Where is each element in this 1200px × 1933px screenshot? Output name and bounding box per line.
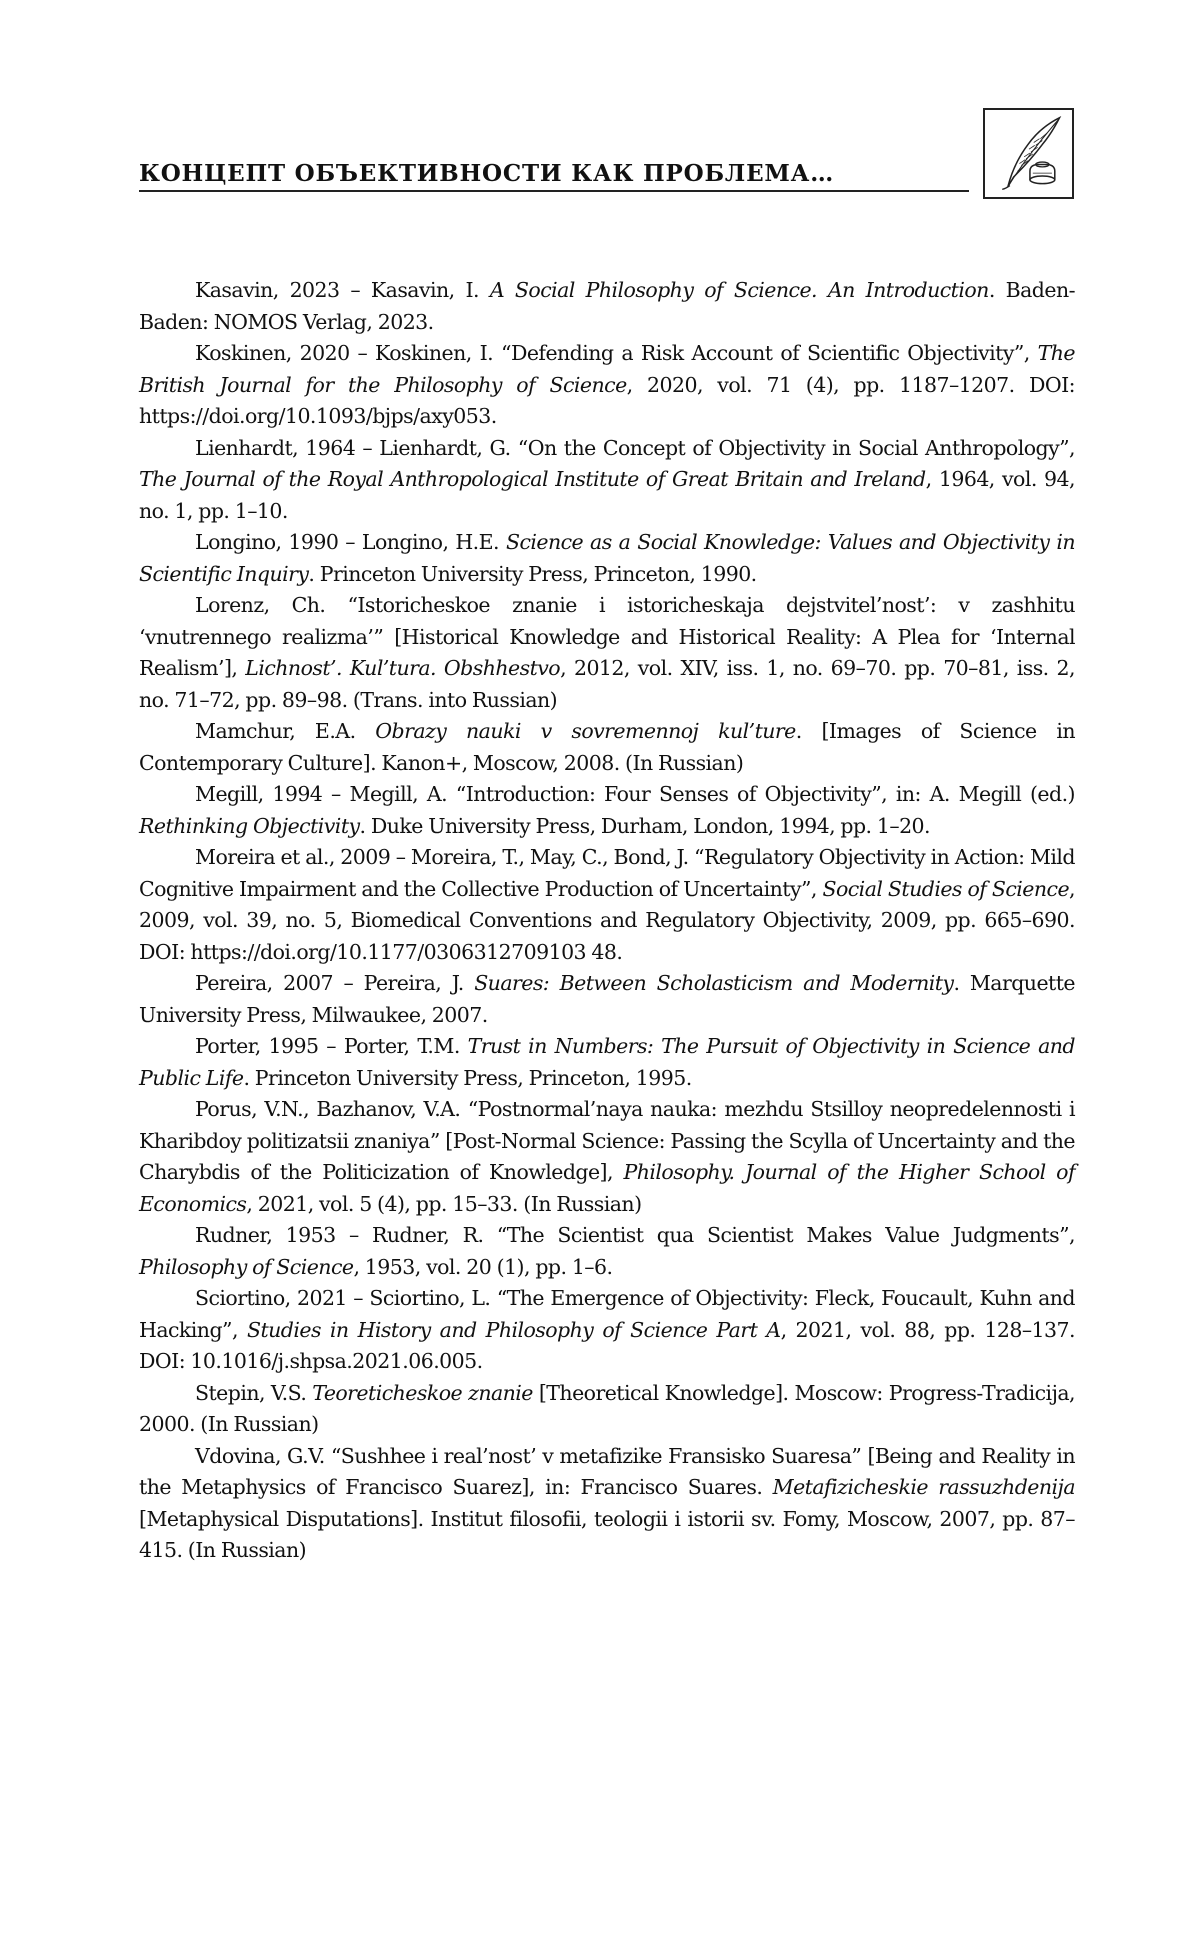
reference-text: [Theoretical Knowledge]. Moscow: Progress-Tradicija, 2000. (In Russian) <box>139 1380 1076 1436</box>
reference-title-italic: Studies in History and Philosophy of Science Part A <box>246 1317 781 1342</box>
reference-text: Lorenz, Ch. “Istoricheskoe znanie i istoricheskaja dejstvitel’nost’: v zashhitu ‘vnutrennego realizma’” [Historical Knowledge and Historical Reality: A Plea for ‘Internal Realism’], <box>139 593 1075 680</box>
reference-text: , 2009, vol. 39, no. 5, Biomedical Conventions and Regulatory Objectivity, 2009, pp. 665–690. DOI: https://doi.org/10.1177/0306312709103 48. <box>139 876 1075 964</box>
reference-text: Porter, 1995 – Porter, T.M. <box>195 1034 468 1058</box>
reference-entry <box>139 1031 1075 1094</box>
reference-text: , 2012, vol. XIV, iss. 1, no. 69–70. pp. 70–81, iss. 2, no. 71–72, pp. 89–98. (Trans. into Russian) <box>139 656 1075 712</box>
reference-text: , 1953, vol. 20 (1), pp. 1–6. <box>353 1254 613 1279</box>
reference-text: Sciortino, 2021 – Sciortino, L. “The Emergence of Objectivity: Fleck, Foucault, Kuhn and Hacking”, <box>139 1286 1075 1342</box>
reference-entry <box>139 527 1075 590</box>
reference-text: Lienhardt, 1964 – Lienhardt, G. “On the Concept of Objectivity in Social Anthropology”, <box>195 435 1075 460</box>
reference-text: [Metaphysical Disputations]. Institut filosofii, teologii i istorii sv. Fomy, Moscow, 2007, pp. 87–415. (In Russian) <box>139 1506 1075 1562</box>
reference-text: Porus, V.N., Bazhanov, V.A. “Postnormal’naya nauka: mezhdu Stsilloy neopredelennosti i Kharibdoy politizatsii znaniya” [Post-Normal Science: Passing the Scylla of Uncertainty and the Charybdis of the Politicization of Knowledge], <box>139 1097 1075 1184</box>
reference-title-italic: Philosophy. Journal of the Higher School of Economics <box>139 1160 1075 1216</box>
reference-text: Pereira, 2007 – Pereira, J. <box>195 971 475 995</box>
reference-text: Kasavin, 2023 – Kasavin, I. <box>195 278 490 302</box>
running-header <box>139 160 969 192</box>
reference-entry <box>139 275 1075 338</box>
reference-text: . [Images of Science in Contemporary Culture]. Kanon+, Moscow, 2008. (In Russian) <box>139 719 1075 775</box>
reference-title-italic: Obrazy nauki v sovremennoj kul’ture <box>375 719 796 743</box>
reference-text: . Marquette University Press, Milwaukee, 2007. <box>139 971 1075 1027</box>
reference-title-italic: Rethinking Objectivity <box>139 813 360 838</box>
quill-and-inkwell-icon <box>983 108 1074 199</box>
reference-entry <box>139 433 1075 528</box>
reference-entry <box>139 1094 1075 1220</box>
reference-title-italic: Philosophy of Science <box>139 1254 354 1279</box>
reference-entry <box>139 842 1075 968</box>
reference-title-italic: Suares: Between Scholasticism and Modernity <box>474 971 954 995</box>
reference-entry <box>139 716 1075 779</box>
reference-text: Mamchur, E.A. <box>195 719 376 743</box>
reference-text: Longino, 1990 – Longino, H.E. <box>195 530 506 554</box>
reference-entry <box>139 1220 1075 1283</box>
reference-text: , 2020, vol. 71 (4), pp. 1187–1207. DOI: https://doi.org/10.1093/bjps/axy053. <box>139 372 1075 428</box>
reference-entry <box>139 338 1075 433</box>
reference-text: , 2021, vol. 88, pp. 128–137. DOI: 10.1016/j.shpsa.2021.06.005. <box>139 1317 1076 1373</box>
reference-title-italic: Trust in Numbers: The Pursuit of Objectivity in Science and Public Life <box>139 1034 1075 1090</box>
reference-text: . Duke University Press, Durham, London, 1994, pp. 1–20. <box>359 813 931 838</box>
reference-text: . Princeton University Press, Princeton, 1995. <box>243 1065 692 1090</box>
reference-entry <box>139 968 1075 1031</box>
reference-title-italic: Science as a Social Knowledge: Values and Objectivity in Scientific Inquiry <box>139 530 1075 586</box>
reference-title-italic: A Social Philosophy of Science. An Introduction <box>489 278 989 302</box>
reference-title-italic: Lichnost’. Kul’tura. Obshhestvo <box>245 656 561 680</box>
reference-text: Moreira et al., 2009 – Moreira, T., May, C., Bond, J. “Regulatory Objectivity in Action: Mild Cognitive Impairment and the Collective Production of Uncertainty”, <box>139 845 1075 901</box>
reference-entry <box>139 1283 1075 1378</box>
reference-text: , 2021, vol. 5 (4), pp. 15–33. (In Russian) <box>246 1191 642 1216</box>
reference-text: Megill, 1994 – Megill, A. “Introduction: Four Senses of Objectivity”, in: A. Megill (ed.) <box>195 782 1075 806</box>
reference-entry <box>139 1378 1075 1441</box>
reference-text: Vdovina, G.V. “Sushhee i real’nost’ v metafizike Fransisko Suaresa” [Being and Reality in the Metaphysics of Francisco Suarez], in: Francisco Suares. <box>139 1443 1075 1499</box>
reference-entry <box>139 779 1075 842</box>
reference-text: . Princeton University Press, Princeton, 1990. <box>308 561 757 586</box>
reference-text: Rudner, 1953 – Rudner, R. “The Scientist qua Scientist Makes Value Judgments”, <box>195 1223 1075 1247</box>
reference-text: Koskinen, 2020 – Koskinen, I. “Defending a Risk Account of Scientific Objectivity”, <box>195 341 1038 365</box>
reference-title-italic: The British Journal for the Philosophy of Science <box>139 341 1075 397</box>
reference-text: Stepin, V.S. <box>195 1380 313 1405</box>
reference-title-italic: Metafizicheskie rassuzhdenija <box>772 1475 1075 1499</box>
reference-list <box>139 275 1075 1567</box>
reference-entry <box>139 1441 1075 1567</box>
running-header-title: КОНЦЕПТ ОБЪЕКТИВНОСТИ КАК ПРОБЛЕМА… <box>139 160 834 187</box>
reference-text: , 1964, vol. 94, no. 1, pp. 1–10. <box>139 467 1075 523</box>
reference-title-italic: The Journal of the Royal Anthropological Institute of Great Britain and Ireland <box>139 467 926 491</box>
reference-entry <box>139 590 1075 716</box>
reference-text: . Baden-Baden: NOMOS Verlag, 2023. <box>139 278 1075 334</box>
reference-title-italic: Teoreticheskoe znanie <box>312 1380 533 1405</box>
reference-title-italic: Social Studies of Science <box>822 876 1070 901</box>
